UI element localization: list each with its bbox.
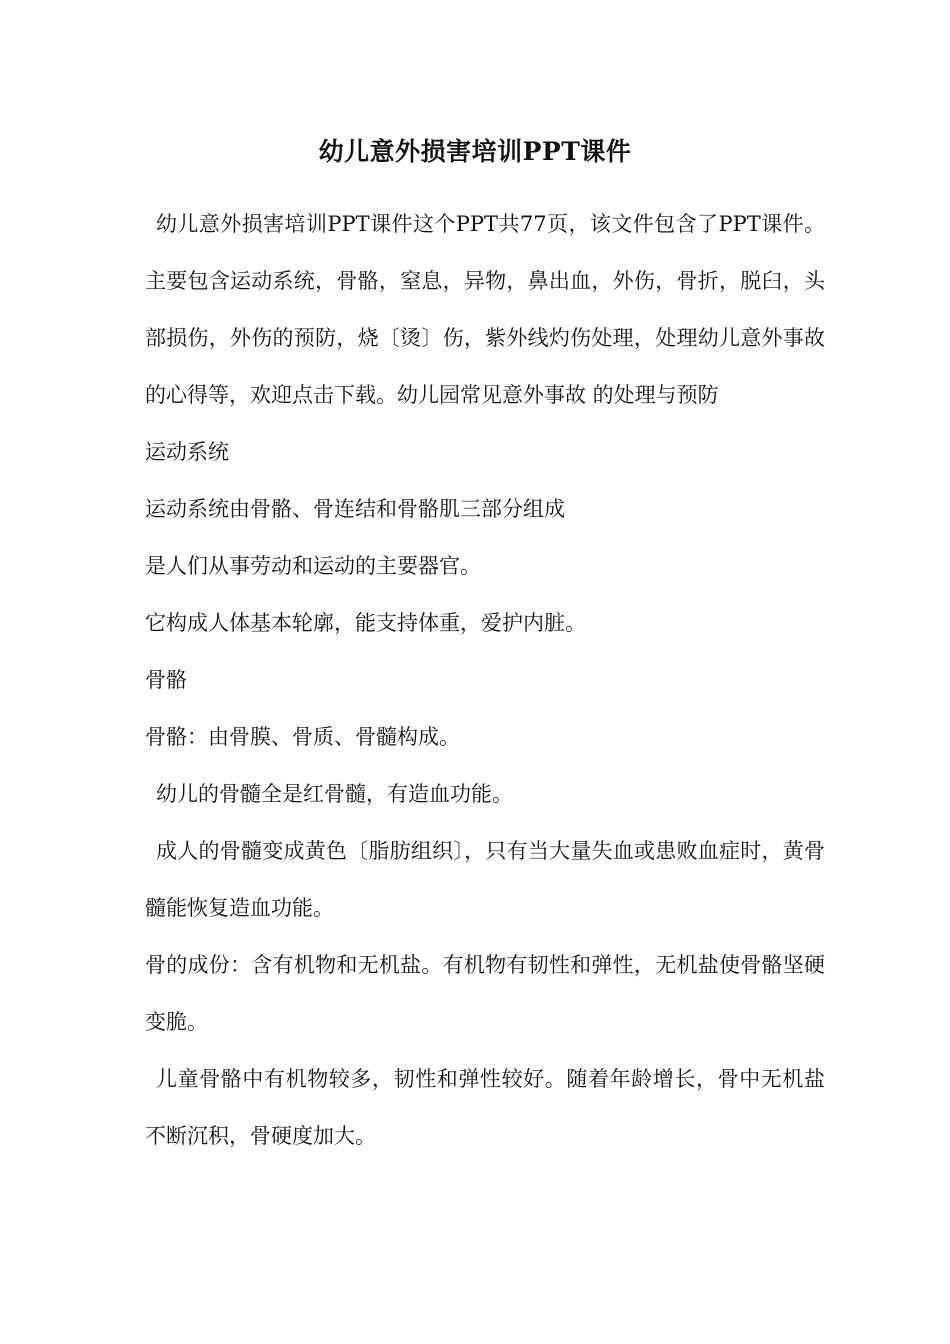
intro-paragraph: 幼儿意外损害培训PPT课件这个PPT共77页，该文件包含了PPT课件。主要包含运动系统，骨骼，窒息，异物，鼻出血，外伤，骨折，脱臼，头部损伤，外伤的预防，烧〔烫〕伤，紫外线灼伤处理，处理幼儿意外事故的心得等，欢迎点击下载。幼儿园常见意外事故 的处理与预防 bbox=[145, 212, 825, 407]
paragraph: 骨骼：由骨膜、骨质、骨髓构成。 bbox=[145, 725, 460, 749]
document-title: 幼儿意外损害培训PPT课件 bbox=[318, 137, 632, 166]
paragraph: 是人们从事劳动和运动的主要器官。 bbox=[145, 554, 481, 578]
paragraph: 骨的成份：含有机物和无机盐。有机物有韧性和弹性，无机盐使骨骼坚硬变脆。 bbox=[145, 953, 825, 1034]
paragraph: 成人的骨髓变成黄色〔脂肪组织〕，只有当大量失血或患败血症时，黄骨髓能恢复造血功能。 bbox=[145, 839, 825, 920]
paragraph: 儿童骨骼中有机物较多，韧性和弹性较好。随着年龄增长，骨中无机盐不断沉积，骨硬度加大。 bbox=[145, 1067, 825, 1148]
section-heading-motor-system: 运动系统 bbox=[145, 440, 229, 464]
paragraph: 它构成人体基本轮廓，能支持体重，爱护内脏。 bbox=[145, 611, 586, 635]
paragraph: 幼儿的骨髓全是红骨髓，有造血功能。 bbox=[156, 782, 513, 806]
section-heading-bones: 骨骼 bbox=[145, 668, 187, 692]
paragraph: 运动系统由骨骼、骨连结和骨骼肌三部分组成 bbox=[145, 497, 565, 521]
document-body bbox=[145, 196, 825, 1165]
